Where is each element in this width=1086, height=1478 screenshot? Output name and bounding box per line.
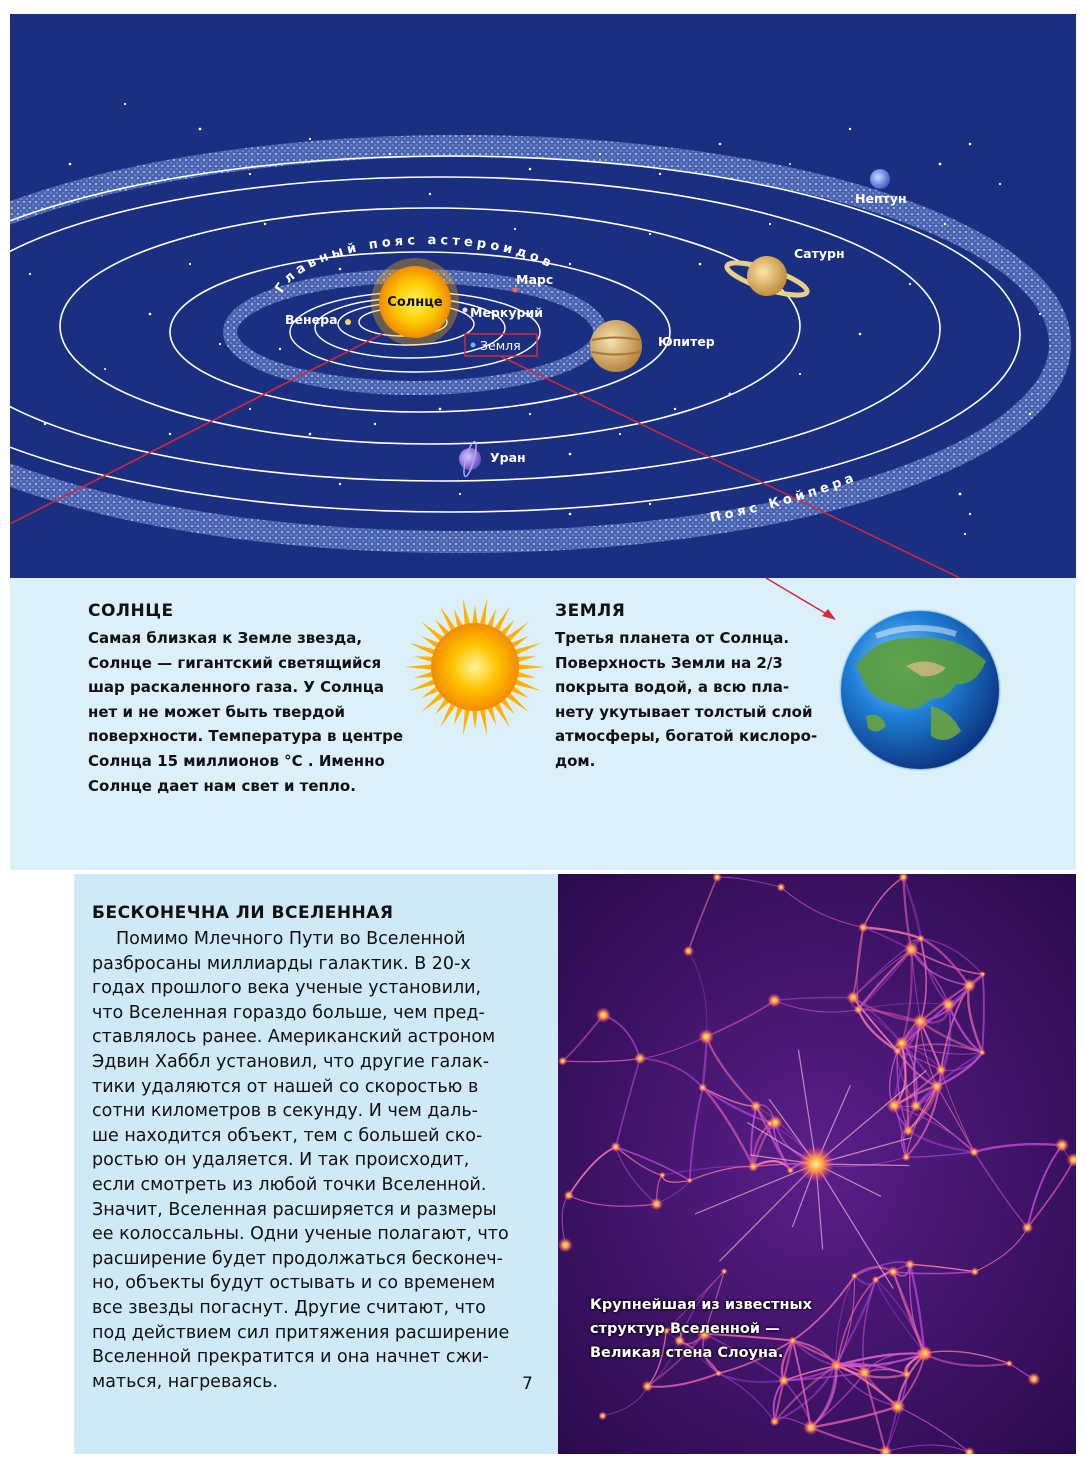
text-line: Поверхность Земли на 2/3 [555,653,783,672]
jupiter-planet [590,320,642,372]
caption-line: структур Вселенной — [590,1321,780,1337]
sun-ray [405,664,431,669]
sun-ray [463,710,470,736]
text-line: маться, нагреваясь. [92,1371,279,1392]
galaxy-cluster [596,1007,612,1023]
saturn-label: Сатурн [794,246,845,261]
galaxy-cluster [715,1370,722,1377]
galaxy-cluster [917,934,925,942]
galaxy-cluster [721,1268,728,1275]
galaxy-cluster [1006,1360,1013,1367]
text-line: Значит, Вселенная расширяется и размеры [92,1199,497,1220]
page-number: 7 [522,1374,533,1394]
text-line: разбросаны миллиарды галактик. В 20-х [92,953,471,974]
text-line: Самая близкая к Земле звезда, [88,629,363,647]
galaxy-cluster [787,1167,795,1175]
galaxy-cluster [962,979,976,993]
earth-section-title: ЗЕМЛЯ [555,601,626,621]
galaxy-cluster [905,1259,915,1269]
sun-ray [515,680,540,691]
galaxy-cluster [857,1366,871,1380]
asteroid-belt-label: Главный пояс астероидов [272,232,557,296]
galaxy-cluster [564,1190,574,1200]
venus-planet [345,319,351,325]
earth-label: Земля [480,338,521,353]
uranus-planet [459,441,481,478]
galaxy-cluster [777,883,786,892]
galaxy-cluster [698,1083,707,1092]
venus-label: Венера [285,312,338,327]
text-line: ше находится объект, тем с большей ско- [92,1125,483,1146]
text-line: нет и не может быть твердой [88,702,345,721]
mercury-planet [463,308,468,313]
galaxy-cluster [902,1370,911,1379]
galaxy-cluster [904,942,919,957]
sun-label: Солнце [387,295,443,310]
text-line: ставлялось ранее. Американский астроном [92,1027,496,1048]
galaxy-cluster [1022,1222,1034,1234]
earth-section-text [555,626,835,774]
cosmic-web-picture [558,874,1076,1454]
galaxy-cluster [872,1276,880,1284]
text-line: Помимо Млечного Пути во Вселенной [116,929,466,949]
sun-ray [409,643,434,654]
text-line: тики удаляются от нашей со скоростью в [92,1076,479,1097]
kuiper-belt-label: Пояс Койпера [708,469,860,526]
sun-ray [518,672,536,678]
sun-ray [515,643,540,654]
galaxy-cluster [558,1238,573,1253]
neptune-label: Нептун [855,191,907,206]
galaxy-cluster [846,991,859,1004]
galaxy-cluster [910,1100,922,1112]
galaxy-cluster [970,1267,979,1276]
galaxy-cluster [894,1036,909,1051]
sun-ray [454,609,463,627]
galaxy-cluster [558,1056,567,1065]
text-line: расширение будет продолжаться бесконеч- [92,1248,503,1269]
sun-ray [519,664,545,669]
galaxy-cluster [917,1346,932,1361]
galaxy-cluster [766,1120,773,1127]
galaxy-cluster [650,1198,663,1211]
sun-ray [409,680,434,691]
galaxy-cluster [851,1272,858,1279]
jupiter-label: Юпитер [658,334,715,349]
earth-picture [836,606,1004,774]
sun-ray [421,687,438,698]
galaxy-cluster [903,1125,914,1136]
sun-ray [472,711,477,729]
sun-section-text [88,626,408,798]
galaxy-cluster [698,1029,714,1045]
galaxy-cluster [610,1142,620,1152]
mars-planet [513,288,518,293]
galaxy-cluster [854,1005,864,1015]
galaxy-cluster [748,1161,759,1172]
galaxy-cluster [750,1100,762,1112]
galaxy-cluster [642,1381,653,1392]
text-line: если смотреть из любой точки Вселенной. [92,1174,487,1195]
cosmic-web-svg [558,874,1076,1454]
earth-pointer-line-lower [766,578,830,616]
galaxy-cluster [890,1399,906,1415]
text-line: под действием сил притяжения расширение [92,1322,510,1343]
galaxy-cluster [913,1014,929,1030]
text-line: ростью он удаляется. И так происходит, [92,1150,470,1171]
sun-ray [501,699,515,715]
galaxy-cluster [683,946,694,957]
galaxy-cluster [1055,1138,1069,1152]
galaxy-cluster [979,1049,986,1056]
galaxy-cluster [598,1411,607,1420]
galaxy-cluster [798,1146,834,1182]
earth-planet [471,343,476,348]
sun-ray [414,656,432,662]
caption-line: Крупнейшая из известных [590,1297,812,1313]
mercury-label: Меркурий [470,305,543,320]
sun-ray [435,620,449,636]
galaxy-cluster [941,997,956,1012]
galaxy-cluster [935,1064,946,1075]
galaxy-cluster [770,1417,780,1427]
solar-system-svg [10,14,1076,578]
galaxy-cluster [902,1153,911,1162]
galaxy-cluster [687,1177,693,1183]
cosmic-web-caption [590,1293,880,1365]
sun-ray [480,598,487,624]
text-line: нету укутывает толстый слой [555,702,813,721]
galaxy-cluster [803,1420,818,1435]
sun-picture [400,592,550,742]
universe-section-title: БЕСКОНЕЧНА ЛИ ВСЕЛЕННАЯ [92,903,394,923]
sun-ray [480,710,487,736]
text-line: ее колоссальны. Одни ученые полагают, что [92,1224,509,1245]
sun-section-title: СОЛНЦЕ [88,601,174,621]
sun-ray [488,707,497,725]
text-line: Солнце дает нам свет и тепло. [88,776,356,795]
text-line: что Вселенная гораздо больше, чем пред- [92,1002,485,1023]
sun-ray [512,687,529,698]
universe-section-text [92,927,532,1394]
uranus-label: Уран [490,450,526,465]
sun-ray [463,598,470,624]
text-line: но, объекты будут остывать и со временем [92,1273,496,1294]
text-line: покрыта водой, а всю пла- [555,678,790,697]
text-line: поверхности. Температура в центре [88,727,404,746]
text-line: Вселенной прекратится и она начнет сжи- [92,1347,489,1368]
solar-system-illustration [10,14,1076,578]
galaxy-cluster [634,1052,646,1064]
neptune-planet [870,169,890,189]
sun-ray [501,620,515,636]
text-line: Солнце — гигантский светящийся [88,653,382,672]
saturn-planet [724,256,810,301]
galaxy-cluster [969,1147,979,1157]
mars-label: Марс [516,272,554,287]
sun-ray [518,656,536,662]
text-line: Третья планета от Солнца. [555,629,790,647]
earth-pointer-arrowhead [822,609,836,620]
sun-ray [435,699,449,715]
text-line: Солнца 15 миллионов °С . Именно [88,751,385,770]
text-line: шар раскаленного газа. У Солнца [88,678,385,697]
text-line: сотни километров в секунду. И чем даль- [92,1101,478,1122]
text-line: атмосферы, богатой кислоро- [555,727,818,746]
sun-ray [488,609,497,627]
galaxy-cluster [767,993,781,1007]
galaxy-cluster [930,1080,943,1093]
galaxy-cluster [659,1172,666,1179]
galaxy-cluster [887,1098,902,1113]
caption-line: Великая стена Слоуна. [590,1345,784,1361]
galaxy-cluster [979,971,985,977]
galaxy-cluster [858,922,868,932]
sun-ray [512,636,529,647]
sun-ray [454,707,463,725]
sun-ray [421,636,438,647]
text-line: дом. [555,751,596,770]
text-line: все звезды погаснут. Другие считают, что [92,1297,486,1318]
galaxy-cluster [1027,1372,1040,1385]
galaxy-cluster [888,1266,899,1277]
text-line: годах прошлого века ученые установили, [92,978,482,999]
galaxy-cluster [778,1375,790,1387]
sun-ray [472,605,477,623]
sun-ray [414,672,432,678]
text-line: Эдвин Хаббл установил, что другие галак- [92,1051,490,1072]
